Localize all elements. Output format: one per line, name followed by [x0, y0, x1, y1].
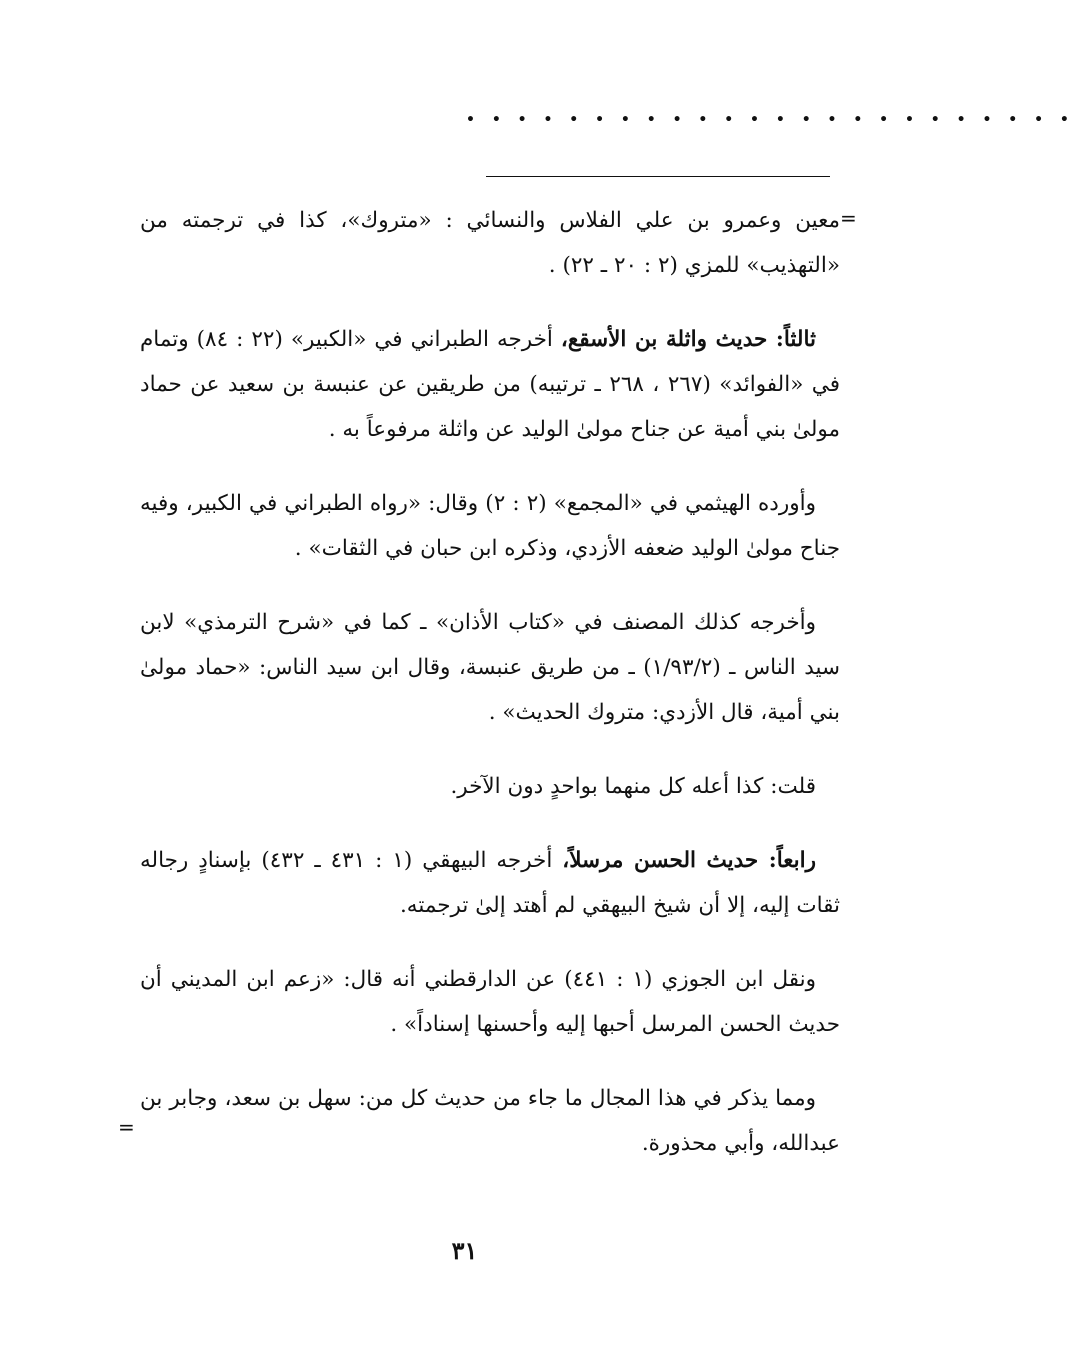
paragraph-8-text: ومما يذكر في هذا المجال ما جاء من حديث كل من: سهل بن سعد، وجابر بن عبدالله، وأبي محذورة. — [140, 1086, 840, 1156]
footnote-rule — [486, 176, 830, 177]
header-dots: • • • • • • • • • • • • • • • • • • • • • • • • — [466, 112, 1075, 128]
paragraph-4-text: وأخرجه كذلك المصنف في «كتاب الأذان» ـ كما في «شرح الترمذي» لابن سيد الناس ـ (١/٩٣/٢) ـ من طريق عنبسة، وقال ابن سيد الناس: «حماد مولىٰ بني أمية، قال الأزدي: متروك الحديث» . — [140, 610, 840, 725]
paragraph-5-text: قلت: كذا أعله كل منهما بواحدٍ دون الآخر. — [450, 774, 816, 799]
paragraph-1-text: معين وعمرو بن علي الفلاس والنسائي : «متروك»، كذا في ترجمته من «التهذيب» للمزي (٢ : ٢٠ ـ ٢٢) . — [140, 208, 840, 278]
paragraph-2 — [140, 317, 840, 452]
paragraph-7 — [140, 957, 840, 1047]
page-number: ٣١ — [451, 1236, 478, 1265]
continuation-mark-top: = — [840, 206, 857, 230]
paragraph-2-lead: ثالثاً: حديث واثلة بن الأسقع، — [560, 327, 816, 352]
paragraph-6 — [140, 838, 840, 928]
continuation-mark-bottom: = — [118, 1115, 135, 1139]
paragraph-2-text: أخرجه الطبراني في «الكبير» (٢٢ : ٨٤) وتمام في «الفوائد» (٢٦٧ ، ٢٦٨ ـ ترتيبه) من طريقين عن عنبسة بن سعيد عن حماد مولىٰ بني أمية عن جناح مولىٰ الوليد عن واثلة مرفوعاً به . — [140, 327, 841, 442]
paragraph-8 — [140, 1076, 840, 1166]
paragraph-4 — [140, 600, 840, 735]
paragraph-6-text: أخرجه البيهقي (١ : ٤٣١ ـ ٤٣٢) بإسنادٍ رجاله ثقات إليه، إلا أن شيخ البيهقي لم أهتد إلىٰ ترجمته. — [140, 848, 840, 918]
paragraph-5 — [140, 764, 840, 809]
page-body — [140, 198, 840, 1195]
paragraph-3 — [140, 481, 840, 571]
paragraph-3-text: وأورده الهيثمي في «المجمع» (٢ : ٢) وقال: «رواه الطبراني في الكبير، وفيه جناح مولىٰ الوليد ضعفه الأزدي، وذكره ابن حبان في الثقات» . — [140, 491, 840, 561]
paragraph-6-lead: رابعاً: حديث الحسن مرسلاً، — [562, 848, 817, 873]
paragraph-7-text: ونقل ابن الجوزي (١ : ٤٤١) عن الدارقطني أنه قال: «زعم ابن المديني أن حديث الحسن المرسل أحبها إليه وأحسنها إسناداً» . — [140, 967, 840, 1037]
paragraph-1 — [140, 198, 840, 288]
